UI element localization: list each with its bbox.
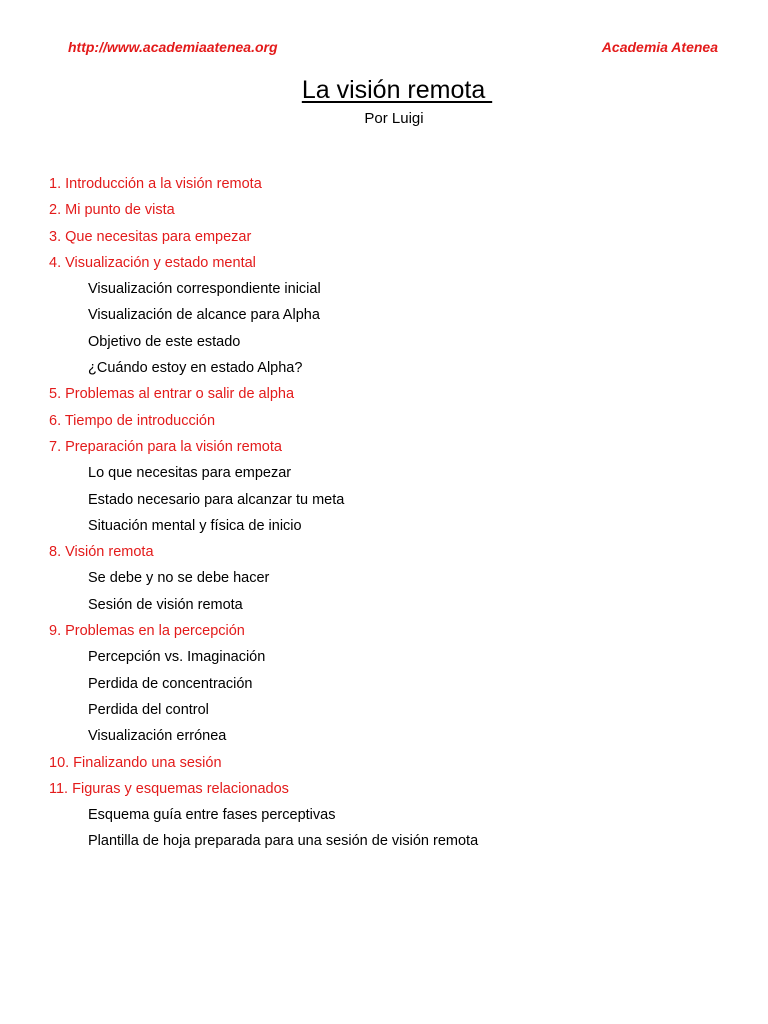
toc-subsection-item: Estado necesario para alcanzar tu meta — [88, 491, 345, 508]
toc-chapter-item: 8. Visión remota — [49, 544, 154, 561]
toc-subsection-item: Perdida del control — [88, 701, 209, 718]
toc-subsection-item: Objetivo de este estado — [88, 333, 241, 350]
toc-chapter-item: 1. Introducción a la visión remota — [49, 176, 262, 192]
toc-chapter-item: 6. Tiempo de introducción — [49, 412, 216, 429]
page-header — [68, 39, 718, 59]
toc-chapter-item: 4. Visualización y estado mental — [49, 254, 256, 271]
toc-subsection-item: Percepción vs. Imaginación — [88, 649, 266, 666]
toc-subsection-item: Visualización errónea — [88, 728, 227, 745]
toc-subsection-item: Visualización de alcance para Alpha — [88, 307, 320, 324]
toc-chapter-item: 10. Finalizando una sesión — [49, 754, 222, 771]
toc-subsection-item: Visualización correspondiente inicial — [88, 281, 321, 298]
toc-chapter-item: 5. Problemas al entrar o salir de alpha — [49, 386, 295, 403]
toc-subsection-item: ¿Cuándo estoy en estado Alpha? — [88, 360, 303, 377]
header-url-link[interactable]: http://www.academiaatenea.org — [68, 39, 278, 55]
toc-subsection-item: Se debe y no se debe hacer — [88, 570, 270, 587]
toc-subsection-item: Esquema guía entre fases perceptivas — [88, 807, 336, 824]
document-title: La visión remota — [301, 76, 493, 104]
toc-subsection-item: Perdida de concentración — [88, 675, 253, 692]
table-of-contents — [49, 174, 478, 858]
toc-subsection-item: Plantilla de hoja preparada para una sesión de visión remota — [88, 833, 479, 850]
toc-subsection-item: Lo que necesitas para empezar — [88, 465, 292, 482]
document-author: Por Luigi — [364, 110, 424, 127]
toc-chapter-item: 2. Mi punto de vista — [49, 202, 175, 219]
toc-subsection-item: Situación mental y física de inicio — [88, 517, 302, 534]
toc-chapter-item: 3. Que necesitas para empezar — [49, 228, 252, 245]
header-brand: Academia Atenea — [601, 39, 718, 55]
toc-chapter-item: 11. Figuras y esquemas relacionados — [49, 780, 289, 797]
toc-subsection-item: Sesión de visión remota — [88, 596, 243, 613]
toc-chapter-item: 9. Problemas en la percepción — [49, 623, 245, 640]
toc-chapter-item: 7. Preparación para la visión remota — [49, 438, 282, 455]
